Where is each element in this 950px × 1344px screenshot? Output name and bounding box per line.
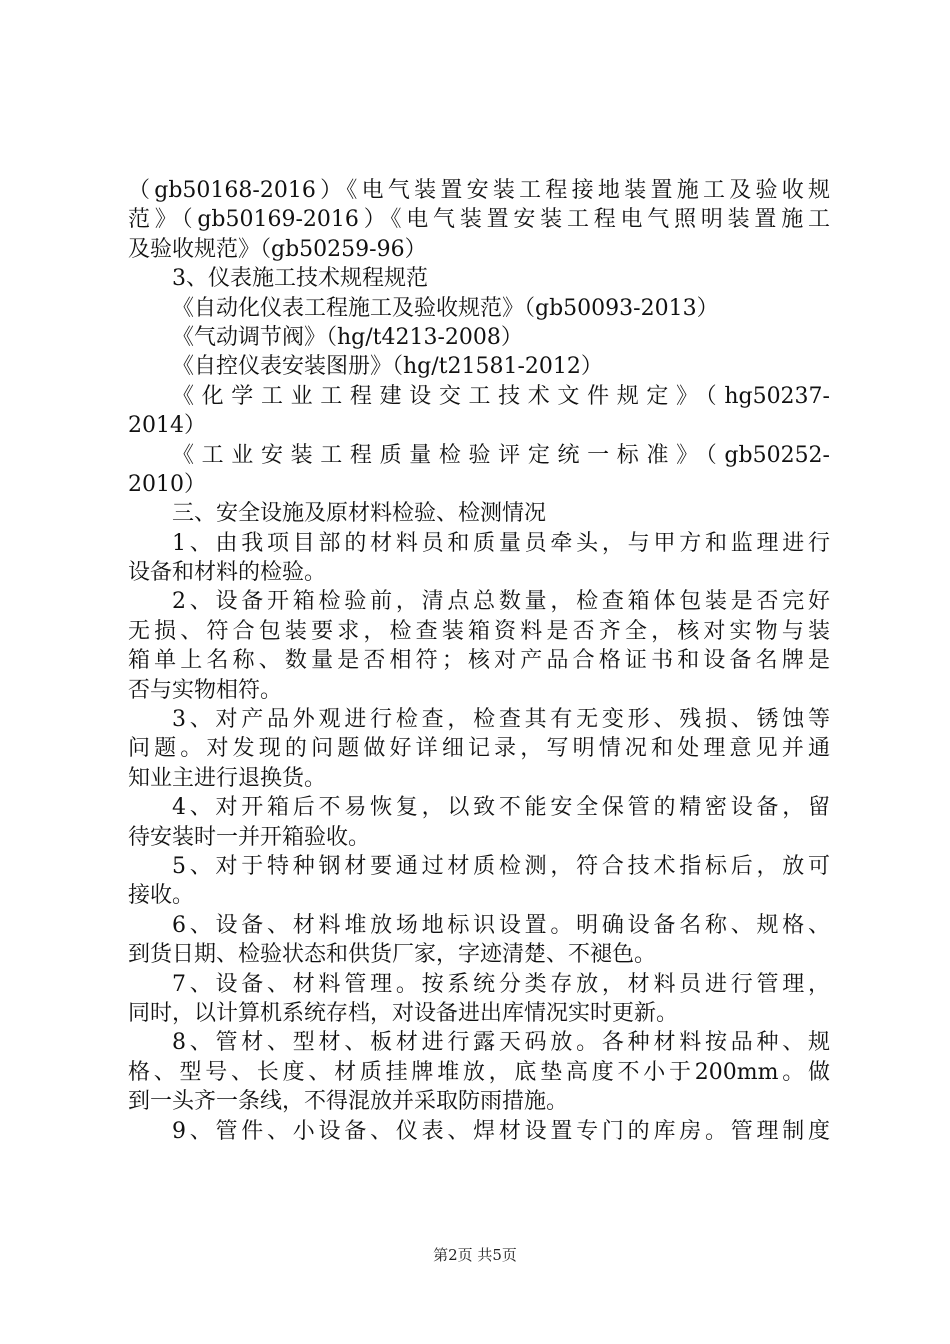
text-line: （gb50168-2016）《电气装置安装工程接地装置施工及验收规 <box>128 178 830 203</box>
text-line: 7、设备、材料管理。按系统分类存放，材料员进行管理， <box>172 971 830 997</box>
text-line: 9、管件、小设备、仪表、焊材设置专门的库房。管理制度 <box>172 1118 830 1144</box>
text-line: 无损、符合包装要求，检查装箱资料是否齐全，核对实物与装 <box>128 618 830 644</box>
text-line: 及验收规范》（gb50259-96） <box>128 236 427 262</box>
text-line: 到一头齐一条线，不得混放并采取防雨措施。 <box>128 1089 569 1115</box>
text-line: 8、管材、型材、板材进行露天码放。各种材料按品种、规 <box>172 1030 830 1056</box>
text-line: 《工业安装工程质量检验评定统一标准》（gb50252- <box>172 442 830 468</box>
text-line: 格、型号、长度、材质挂牌堆放，底垫高度不小于200mm。做 <box>128 1059 830 1085</box>
text-line: 否与实物相符。 <box>128 677 283 703</box>
text-line: 《自动化仪表工程施工及验收规范》（gb50093-2013） <box>172 295 719 321</box>
text-line: 3、对产品外观进行检查，检查其有无变形、残损、锈蚀等 <box>172 707 830 733</box>
page-footer: 第2页 共5页 <box>433 1246 517 1264</box>
text-line: 设备和材料的检验。 <box>128 560 327 586</box>
text-line: 4、对开箱后不易恢复，以致不能安全保管的精密设备，留 <box>172 795 830 821</box>
text-line: 《自控仪表安装图册》（hg/t21581-2012） <box>172 354 603 380</box>
text-line: 《气动调节阀》（hg/t4213-2008） <box>172 324 523 350</box>
text-line: 待安装时一并开箱验收。 <box>128 824 371 850</box>
text-line: 三、安全设施及原材料检验、检测情况 <box>172 501 547 527</box>
text-line: 6、设备、材料堆放场地标识设置。明确设备名称、规格、 <box>172 912 830 938</box>
text-line: 《化学工业工程建设交工技术文件规定》（hg50237- <box>172 383 830 409</box>
text-line: 2010） <box>128 471 206 497</box>
text-line: 2、设备开箱检验前，清点总数量，检查箱体包装是否完好 <box>172 589 830 615</box>
text-line: 3、仪表施工技术规程规范 <box>172 266 428 292</box>
text-line: 1、由我项目部的材料员和质量员牵头，与甲方和监理进行 <box>172 530 830 556</box>
text-line: 接收。 <box>128 883 195 909</box>
text-line: 范》（gb50169-2016）《电气装置安装工程电气照明装置施工 <box>128 207 830 233</box>
text-line: 5、对于特种钢材要通过材质检测，符合技术指标后，放可 <box>172 853 830 879</box>
text-line: 箱单上名称、数量是否相符；核对产品合格证书和设备名牌是 <box>128 648 830 674</box>
text-line: 到货日期、检验状态和供货厂家，字迹清楚、不褪色。 <box>128 942 657 968</box>
text-line: 2014） <box>128 413 206 439</box>
text-line: 知业主进行退换货。 <box>128 765 327 791</box>
text-line: 同时，以计算机系统存档，对设备进出库情况实时更新。 <box>128 1000 679 1026</box>
text-line: 问题。对发现的问题做好详细记录，写明情况和处理意见并通 <box>128 736 830 762</box>
document-body <box>128 176 830 1146</box>
